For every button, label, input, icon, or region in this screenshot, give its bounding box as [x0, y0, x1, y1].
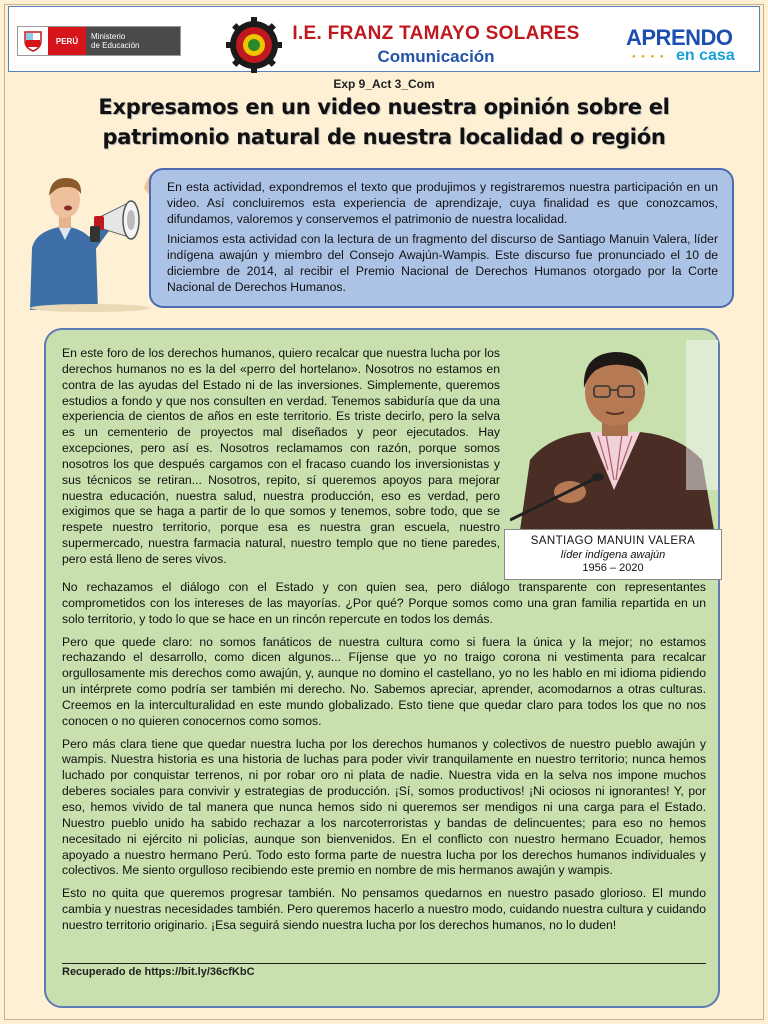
speech-body [62, 580, 706, 934]
page-title-line2: patrimonio natural de nuestra localidad o región [102, 125, 666, 149]
en-casa-word: en casa [676, 47, 735, 64]
man-with-megaphone-illustration [20, 160, 160, 312]
speech-paragraph-2: No rechazamos el diálogo con el Estado y con quien sea, pero diálogo transparente con representantes comprometidos con los intereses de las mayorías. ¿Por qué? Porque somos como una gran familia repartida en un solo territorio, y todo lo que se hace en un rincón repercute en todos los demás. [62, 580, 706, 626]
santiago-manuin-portrait [510, 340, 718, 530]
intro-box [149, 168, 734, 308]
speech-paragraph-4: Pero más clara tiene que quedar nuestra lucha por los derechos humanos y colectivos de nuestro pueblo awajún y wampis. Nuestra historia es una historia de luchas para poder vivir tranquilamente en nuestro territorio; nunca hemos luchado por conquistar terrenos, ni por robar oro ni plata de nadie. Nuestra vida en la selva nos impone muchos deberes sociales para convivir y estrategias de producción. ¡Sí, somos productivos! ¡Ni ociosos ni ignorantes! Y, por eso, hemos vivido de tal manera que nunca hemos sido ni queremos ser mendigos ni una carga para el Estado. Nuestro pueblo unido ha sabido rechazar a los narcoterroristas y bandas de delincuentes; para eso no hemos necesitado ni ejército ni policías, aunque son bienvenidos. En el conflicto con nuestro hermano Ecuador, hemos apoyado a nuestro hermano Perú. Todo esto forma parte de nuestra lucha por los derechos humanos individuales y colectivos. Me siento orgulloso recibiendo este premio en nombre de mis hermanos awajún y wampis. [62, 736, 706, 878]
colored-dots-icon: ● ● ● ● [632, 54, 666, 60]
ministry-logo [17, 26, 181, 56]
peru-shield-icon [18, 27, 48, 55]
caption-role: líder indígena awajún [560, 549, 666, 561]
school-gear-logo-icon [226, 17, 282, 73]
page-title [40, 92, 728, 152]
ministry-name-line1: Ministerio [91, 32, 126, 41]
speech-box [44, 328, 720, 1008]
area-name: Comunicación [377, 47, 495, 66]
caption-name: SANTIAGO MANUIN VALERA [530, 535, 696, 547]
speech-paragraph-1: En este foro de los derechos humanos, quiero recalcar que nuestra lucha por los derechos humanos no es la del «perro del hortelano». Nosotros no estamos en contra de las ayudas del Estado ni de las inversiones. Simplemente, queremos estudios a fondo y que nos consulten en verdad. Tenemos sabiduría que da una experiencia de cientos de años en este territorio. Es triste decirlo, pero la selva es un cementerio de proyectos mal diseñados y peor ejecutados. Hay excepciones, pero así es. Nosotros reclamamos con razón, porque somos nosotros los que después cargamos con el fracaso cuando los inversionistas y sus técnicos se retiran... Nosotros, repito, sí queremos apoyos para mejorar nuestra educación, nuestra salud, nuestra producción, eso es verdad, pero exigimos que se haga a partir de lo que somos y tenemos, sobre todo, que se respete nuestro territorio, porque esa es nuestra gran escuela, nuestro supermercado, nuestra farmacia natural, nuestro templo que no tiene paredes, pero está lleno de seres vivos. [62, 346, 500, 566]
ministry-name-line2: de Educación [91, 41, 140, 50]
caption-years: 1956 – 2020 [582, 562, 644, 574]
speech-paragraph-5: Esto no quita que queremos progresar también. No pensamos quedarnos en nuestro pasado glorioso. El mundo cambia y nuestras necesidades también. Pero queremos hacerlo a nuestro modo, cuidando nuestra cultura y cuidando nuestro territorio originario. ¡Esa seguirá siendo nuestra lucha por los derechos humanos, no lo duden! [62, 886, 706, 932]
school-name: I.E. FRANZ TAMAYO SOLARES [292, 23, 580, 44]
source-divider [62, 963, 706, 964]
aprendo-word: APRENDO [626, 25, 733, 50]
intro-paragraph-1: En esta actividad, expondremos el texto que produjimos y registraremos nuestra participación en un video. Así concluiremos esta experiencia de aprendizaje, cuya finalidad es que conozcamos, difundamos, valoremos y conservemos el patrimonio de nuestra localidad. [167, 180, 718, 226]
speech-paragraph-3: Pero que quede claro: no somos fanáticos de nuestra cultura como si fuera la única y la mejor; no estamos rechazando el desarrollo, como dicen algunos... Fíjense que yo no traigo corona ni vestimenta para recalcar orgullosamente mis derechos como awajún, y, aunque no domino el castellano, yo no les hablo en mi idioma pidiendo un intérprete como podría ser también mi derecho. No. Sabemos apreciar, aprender, acomodarnos a otras culturas. Creemos en la interculturalidad en este mundo globalizado. Esto tiene que quedar claro para todos los que no nos conocen o no quieren conocernos como somos. [62, 634, 706, 728]
header [8, 6, 760, 72]
intro-paragraph-2: Iniciamos esta actividad con la lectura de un fragmento del discurso de Santiago Manuin Valera, líder indígena awajún y miembro del Consejo Awajún-Wampis. Este discurso fue pronunciado el 10 de diciembre de 2014, al recibir el Premio Nacional de Derechos Humanos otorgado por la Corte Nacional de Derechos Humanos. [167, 232, 718, 294]
activity-code: Exp 9_Act 3_Com [333, 77, 435, 91]
ministry-country: PERÚ [48, 27, 86, 55]
ministry-name [86, 27, 180, 55]
page-title-line1: Expresamos en un video nuestra opinión sobre el [98, 95, 670, 119]
portrait-caption [504, 529, 722, 580]
source-citation: Recuperado de https://bit.ly/36cfKbC [62, 966, 255, 978]
aprendo-en-casa-logo [626, 27, 752, 67]
